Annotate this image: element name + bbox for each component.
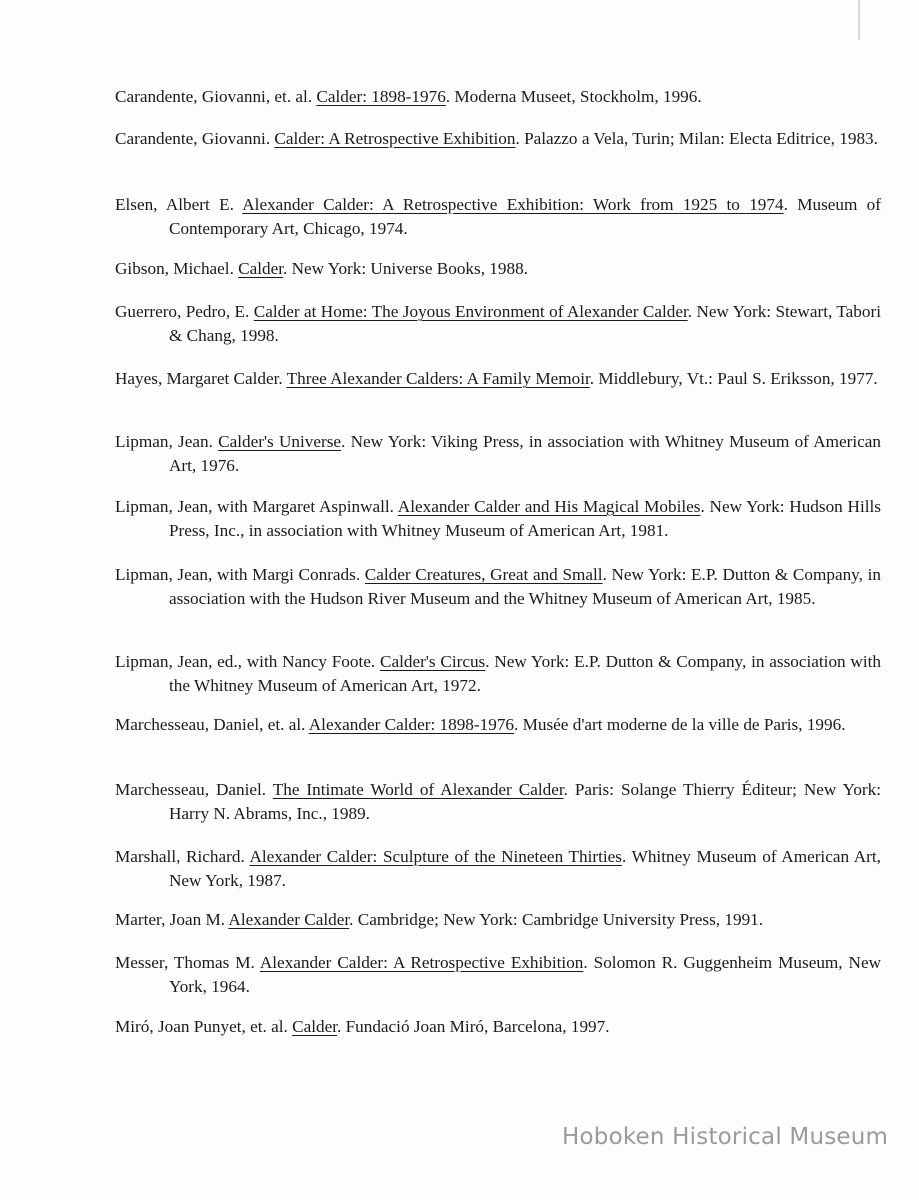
entry-author: Lipman, Jean, with Margaret Aspinwall. <box>115 497 398 516</box>
entry-publication: . New York: E.P. Dutton & Company, in association with the Whitney Museum of American Art, 1972. <box>169 652 881 695</box>
bibliography-entry <box>115 85 881 109</box>
entry-author: Elsen, Albert E. <box>115 195 243 214</box>
entry-author: Carandente, Giovanni. <box>115 129 275 148</box>
entry-author: Lipman, Jean, ed., with Nancy Foote. <box>115 652 380 671</box>
entry-publication: . Cambridge; New York: Cambridge University Press, 1991. <box>349 910 764 929</box>
entry-title: Calder Creatures, Great and Small <box>364 565 603 584</box>
bibliography-entry <box>115 908 881 932</box>
entry-title: Alexander Calder: Sculpture of the Nineteen Thirties <box>249 847 622 866</box>
entry-title: Alexander Calder: 1898-1976 <box>308 715 515 734</box>
entry-publication: . New York: Viking Press, in association with Whitney Museum of American Art, 1976. <box>169 432 881 475</box>
bibliography-entry <box>115 300 881 347</box>
entry-author: Marchesseau, Daniel, et. al. <box>115 715 309 734</box>
entry-publication: . New York: E.P. Dutton & Company, in association with the Hudson River Museum and the Whitney Museum of American Art, 1985. <box>169 565 881 608</box>
entry-author: Lipman, Jean. <box>115 432 219 451</box>
entry-title: Calder's Universe <box>218 432 342 451</box>
entry-publication: . New York: Hudson Hills Press, Inc., in association with Whitney Museum of American Art, 1981. <box>169 497 881 540</box>
bibliography-entry <box>115 257 881 281</box>
entry-publication: . Whitney Museum of American Art, New York, 1987. <box>169 847 881 890</box>
entry-title: Calder's Circus <box>379 652 486 671</box>
entry-author: Marter, Joan M. <box>115 910 229 929</box>
entry-title: Alexander Calder <box>228 910 350 929</box>
entry-title: Three Alexander Calders: A Family Memoir <box>286 369 590 388</box>
entry-author: Hayes, Margaret Calder. <box>115 369 287 388</box>
bibliography-entry <box>115 367 881 391</box>
entry-publication: . New York: Universe Books, 1988. <box>283 259 528 278</box>
entry-author: Miró, Joan Punyet, et. al. <box>115 1017 293 1036</box>
entry-publication: . Museum of Contemporary Art, Chicago, 1974. <box>169 195 881 238</box>
entry-author: Gibson, Michael. <box>115 259 239 278</box>
entry-author: Lipman, Jean, with Margi Conrads. <box>115 565 365 584</box>
bibliography-entry <box>115 495 881 542</box>
entry-author: Guerrero, Pedro, E. <box>115 302 254 321</box>
bibliography-entry <box>115 713 881 737</box>
entry-author: Marchesseau, Daniel. <box>115 780 273 799</box>
bibliography-entry <box>115 563 881 610</box>
entry-title: Alexander Calder and His Magical Mobiles <box>397 497 701 516</box>
entry-author: Marshall, Richard. <box>115 847 250 866</box>
bibliography-entry <box>115 193 881 240</box>
entry-title: Calder <box>292 1017 337 1036</box>
bibliography-entry <box>115 951 881 998</box>
entry-title: Alexander Calder: A Retrospective Exhibition <box>259 953 584 972</box>
entry-publication: . Paris: Solange Thierry Éditeur; New York: Harry N. Abrams, Inc., 1989. <box>169 780 882 823</box>
entry-publication: . Musée d'art moderne de la ville de Paris, 1996. <box>514 715 846 734</box>
entry-author: Carandente, Giovanni, et. al. <box>115 87 317 106</box>
bibliography-entry <box>115 127 881 151</box>
entry-title: Calder: A Retrospective Exhibition <box>274 129 516 148</box>
bibliography-entry <box>115 430 881 477</box>
entry-author: Messer, Thomas M. <box>115 953 260 972</box>
entry-publication: . Middlebury, Vt.: Paul S. Eriksson, 1977. <box>589 369 878 388</box>
entry-publication: . New York: Stewart, Tabori & Chang, 1998. <box>169 302 881 345</box>
entry-publication: . Moderna Museet, Stockholm, 1996. <box>445 87 702 106</box>
entry-publication: . Fundació Joan Miró, Barcelona, 1997. <box>336 1017 610 1036</box>
entry-title: Calder: 1898-1976 <box>316 87 446 106</box>
bibliography-entry <box>115 650 881 697</box>
entry-title: Calder <box>238 259 284 278</box>
entry-title: The Intimate World of Alexander Calder <box>272 780 564 799</box>
bibliography-entry <box>115 845 881 892</box>
entry-publication: . Solomon R. Guggenheim Museum, New York, 1964. <box>169 953 881 996</box>
museum-watermark: Hoboken Historical Museum <box>562 1124 889 1150</box>
entry-publication: . Palazzo a Vela, Turin; Milan: Electa Editrice, 1983. <box>515 129 878 148</box>
bibliography-entry <box>115 778 881 825</box>
bibliography-entry <box>115 1015 881 1039</box>
entry-title: Calder at Home: The Joyous Environment of Alexander Calder <box>253 302 688 321</box>
entry-title: Alexander Calder: A Retrospective Exhibition: Work from 1925 to 1974 <box>242 195 784 214</box>
